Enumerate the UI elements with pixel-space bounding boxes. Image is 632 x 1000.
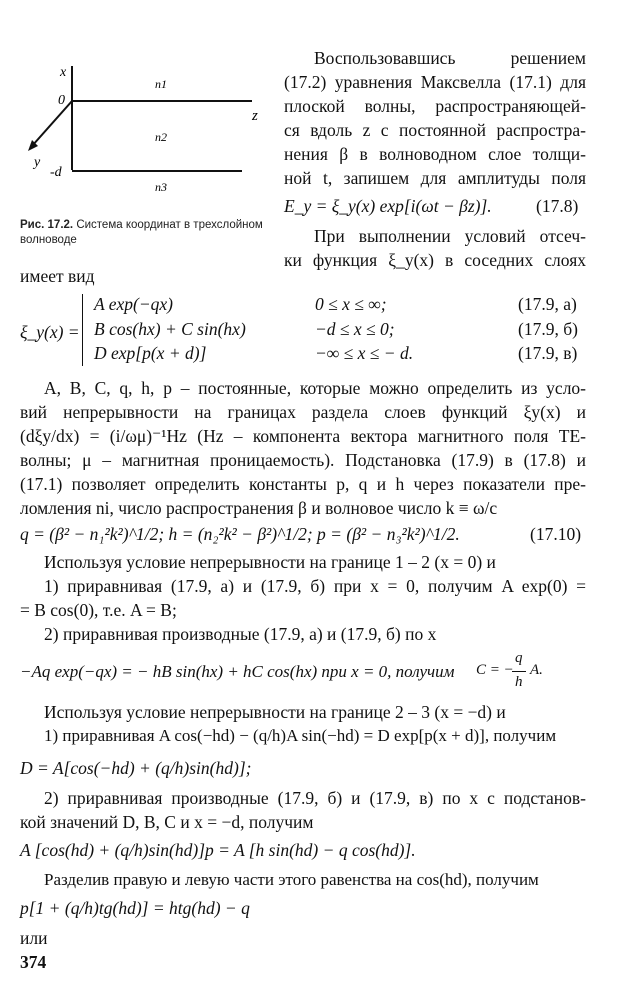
- system-row-num: (17.9, а): [518, 294, 577, 314]
- text-line: ки функция ξ_y(x) в соседних слоях: [284, 250, 586, 270]
- eq-final: p[1 + (q/h)tg(hd)] = htg(hd) − q: [20, 898, 250, 918]
- label-zero: 0: [58, 93, 65, 108]
- text-line: ной t, запишем для амплитуды поля: [284, 168, 586, 188]
- eq-c-denominator: h: [515, 674, 523, 690]
- text-line: волны; μ – магнитная проницаемость). Подстановка (17.9) в (17.8) и: [20, 450, 586, 470]
- eq-a: A [cos(hd) + (q/h)sin(hd)]p = A [h sin(hd) − q cos(hd)].: [20, 840, 416, 860]
- label-z: z: [252, 108, 258, 124]
- system-row-num: (17.9, б): [518, 319, 578, 339]
- system-row-cond: −d ≤ x ≤ 0;: [315, 319, 395, 339]
- text-line: (17.2) уравнения Максвелла (17.1) для: [284, 72, 586, 92]
- text-line: нения β в волноводном слое толщи-: [284, 144, 586, 164]
- system-row-expr: D exp[p(x + d)]: [94, 343, 207, 363]
- text-line: Воспользовавшись решением: [314, 48, 586, 68]
- label-x: x: [60, 65, 67, 80]
- eq-17-8: E_y = ξ_y(x) exp[i(ωt − βz)].: [284, 196, 492, 216]
- label-n2: n2: [155, 130, 167, 144]
- text-line: (17.1) позволяет определить константы p, q и h через показатели пре-: [20, 474, 586, 494]
- eq-c-fraction-bar: [512, 671, 526, 672]
- text-line: При выполнении условий отсеч-: [314, 226, 586, 246]
- text-line: плоской волны, распространяющей-: [284, 96, 586, 116]
- text-line: имеет вид: [20, 266, 95, 286]
- text-line: (dξy/dx) = (i/ωμ)⁻¹Hz (Hz – компонента вектора магнитного поля ТЕ-: [20, 426, 586, 446]
- text-line: или: [20, 928, 48, 948]
- text-line: Используя условие непрерывности на границе 2 – 3 (x = −d) и: [44, 702, 506, 722]
- text-line: вий непрерывности на границах раздела слоев функций ξy(x) и: [20, 402, 586, 422]
- text-line: = B cos(0), т.е. A = B;: [20, 600, 177, 620]
- text-line: Разделив правую и левую части этого равенства на cos(hd), получим: [44, 870, 539, 889]
- eq-c-lhs: C = −: [476, 662, 514, 678]
- caption-label: Рис. 17.2.: [20, 219, 74, 231]
- text-line: кой значений D, B, C и x = −d, получим: [20, 812, 314, 832]
- caption-text: Система координат в трехслойном волноводе: [20, 219, 263, 246]
- eq-d: D = A[cos(−hd) + (q/h)sin(hd)];: [20, 758, 252, 778]
- system-row-cond: 0 ≤ x ≤ ∞;: [315, 294, 387, 314]
- label-y: y: [34, 155, 41, 170]
- text-line: 2) приравнивая производные (17.9, а) и (17.9, б) по x: [44, 624, 437, 644]
- text-line: 1) приравнивая A cos(−hd) − (q/h)A sin(−hd) = D exp[p(x + d)], получим: [44, 726, 557, 745]
- text-line: 1) приравнивая (17.9, а) и (17.9, б) при x = 0, получим A exp(0) =: [44, 576, 586, 596]
- system-row-expr: B cos(hx) + C sin(hx): [94, 319, 246, 339]
- system-row-num: (17.9, в): [518, 343, 578, 363]
- text-line: Используя условие непрерывности на границе 1 – 2 (x = 0) и: [44, 552, 496, 572]
- label-minus-d: -d: [50, 165, 62, 180]
- system-lhs: ξ_y(x) =: [20, 322, 80, 342]
- text-line: A, B, C, q, h, p – постоянные, которые можно определить из усло-: [44, 378, 586, 398]
- page-number: 374: [20, 952, 47, 972]
- eq-17-10: q = (β² − n₁²k²)^1/2; h = (n₂²k² − β²)^1/2; p = (β² − n₃²k²)^1/2.: [20, 524, 460, 544]
- eq-c-numerator: q: [515, 650, 523, 666]
- label-n3: n3: [155, 180, 167, 194]
- system-bracket: [82, 294, 83, 366]
- label-n1: n1: [155, 77, 167, 91]
- system-row-cond: −∞ ≤ x ≤ − d.: [315, 343, 414, 363]
- text-line: ломления ni, число распространения β и волновое число k ≡ ω/c: [20, 498, 498, 518]
- eq-c-left: −Aq exp(−qx) = − hB sin(hx) + hC cos(hx) при x = 0, получим: [20, 662, 455, 681]
- system-row-expr: A exp(−qx): [94, 294, 174, 314]
- text-line: ся вдоль z с постоянной распростра-: [284, 120, 586, 140]
- eq-c-rhs: A.: [530, 662, 543, 678]
- eq-17-8-number: (17.8): [536, 196, 579, 216]
- text-line: 2) приравнивая производные (17.9, б) и (17.9, в) по x с подстанов-: [44, 788, 586, 808]
- y-axis: [32, 101, 72, 146]
- waveguide-figure: [22, 58, 272, 208]
- figure-caption: [20, 218, 278, 248]
- eq-17-10-number: (17.10): [530, 524, 582, 544]
